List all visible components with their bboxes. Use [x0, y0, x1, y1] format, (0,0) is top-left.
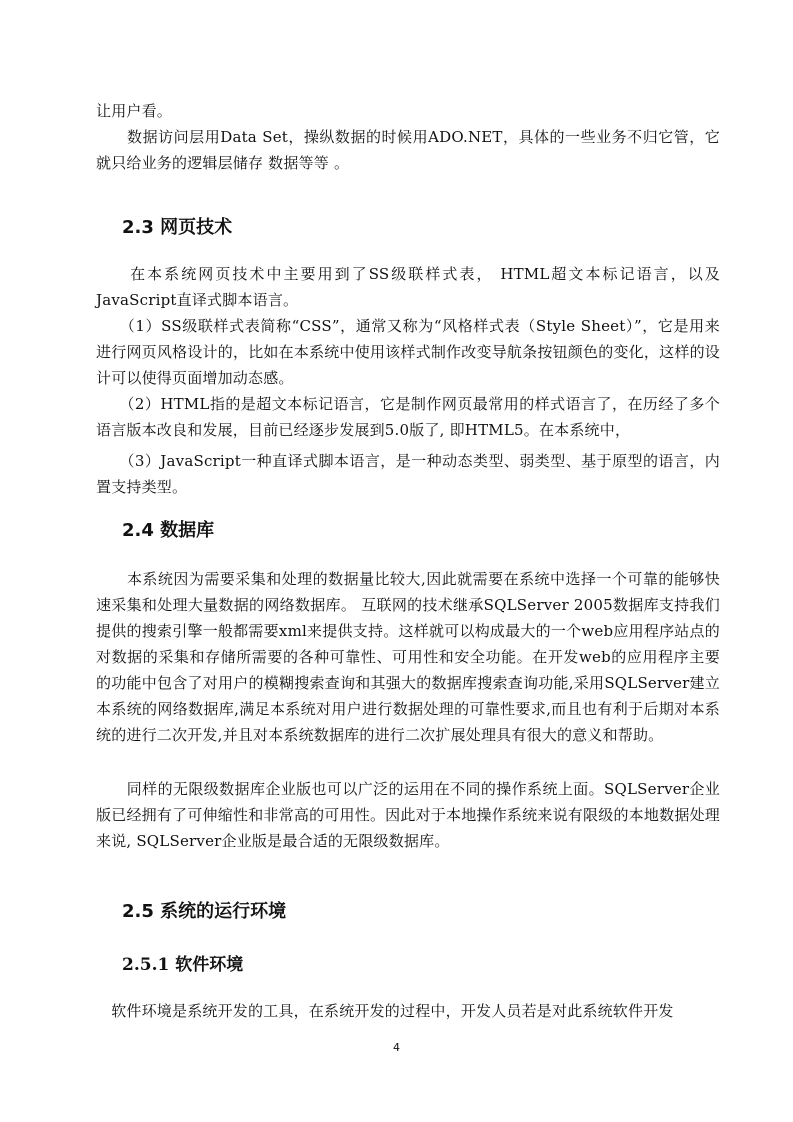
heading-2-5-runtime-environment: 2.5 系统的运行环境 [122, 901, 287, 922]
paragraph-javascript: （3）JavaScript一种直译式脚本语言，是一种动态类型、弱类型、基于原型的语言，内置支持类型。 [96, 452, 720, 496]
paragraph-database-main: 本系统因为需要采集和处理的数据量比较大,因此就需要在系统中选择一个可靠的能够快速采集和处理大量数据的网络数据库。 互联网的技术继承SQLServer 2005数据库支持我们提供的搜索引擎一般都需要xml来提供支持。这样就可以构成最大的一个web应用程序站点的对数据的采集和存储所需要的各种可靠性、可用性和安全功能。在开发web的应用程序主要的功能中包含了对用户的模糊搜索查询和其强大的数据库搜索查询功能,采用SQLServer建立本系统的网络数据库,满足本系统对用户进行数据处理的可靠性要求,而且也有利于后期对本系统的进行二次开发,并且对本系统数据库的进行二次扩展处理具有很大的意义和帮助。 [96, 570, 720, 744]
paragraph-css: （1）SS级联样式表简称“CSS”，通常又称为“风格样式表（Style Sheet）”，它是用来进行网页风格设计的，比如在本系统中使用该样式制作改变导航条按钮颜色的变化，这样的设计可以使得页面增加动态感。 [96, 317, 720, 387]
paragraph-continuation: 让用户看。 [96, 102, 173, 120]
paragraph-web-tech-intro: 在本系统网页技术中主要用到了SS级联样式表， HTML超文本标记语言，以及JavaScript直译式脚本语言。 [96, 265, 720, 309]
heading-2-3-web-technology: 2.3 网页技术 [122, 217, 233, 238]
paragraph-software-environment: 软件环境是系统开发的工具，在系统开发的过程中，开发人员若是对此系统软件开发 [96, 1002, 674, 1020]
heading-2-4-database: 2.4 数据库 [122, 520, 215, 541]
paragraph-sqlserver-enterprise: 同样的无限级数据库企业版也可以广泛的运用在不同的操作系统上面。SQLServer企业版已经拥有了可伸缩性和非常高的可用性。因此对于本地操作系统来说有限级的本地数据处理来说, SQLServer企业版是最合适的无限级数据库。 [96, 780, 720, 850]
paragraph-data-access-layer: 数据访问层用Data Set，操纵数据的时候用ADO.NET，具体的一些业务不归它管，它就只给业务的逻辑层储存 数据等等 。 [96, 128, 720, 172]
paragraph-html: （2）HTML指的是超文本标记语言，它是制作网页最常用的样式语言了，在历经了多个语言版本改良和发展，目前已经逐步发展到5.0版了, 即HTML5。在本系统中， [96, 395, 720, 439]
page-number: 4 [393, 1041, 400, 1054]
heading-2-5-1-software-environment: 2.5.1 软件环境 [122, 955, 244, 975]
